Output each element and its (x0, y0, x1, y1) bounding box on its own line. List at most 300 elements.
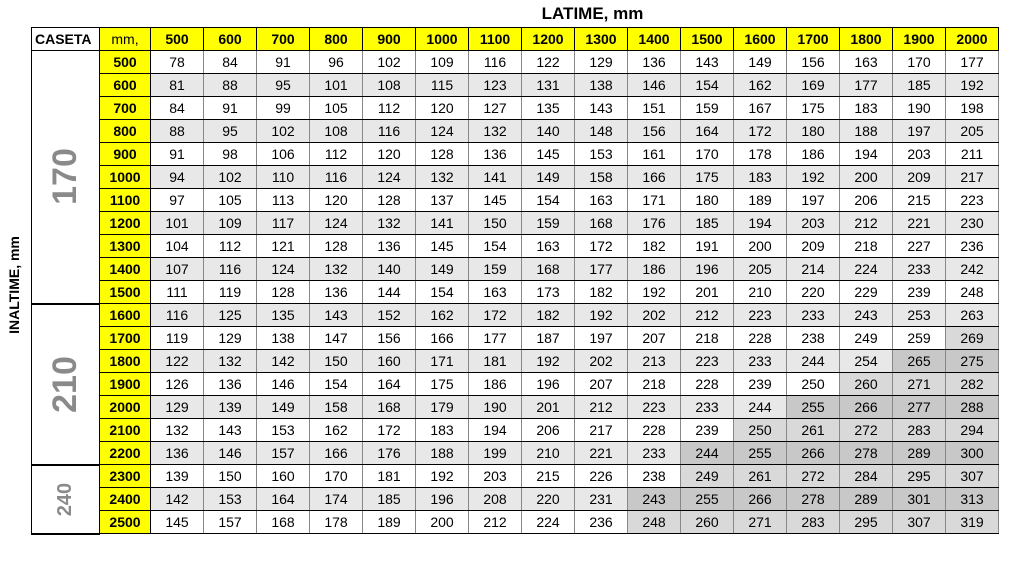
price-cell: 192 (628, 281, 681, 304)
price-cell: 210 (734, 281, 787, 304)
price-cell: 88 (151, 120, 204, 143)
caseta-group-170 (32, 51, 100, 304)
price-cell: 255 (681, 488, 734, 511)
price-cell: 142 (151, 488, 204, 511)
price-cell: 166 (416, 327, 469, 350)
price-cell: 136 (151, 442, 204, 465)
price-cell: 139 (204, 396, 257, 419)
price-cell: 166 (628, 166, 681, 189)
price-cell: 78 (151, 51, 204, 74)
price-cell: 113 (257, 189, 310, 212)
price-cell: 140 (522, 120, 575, 143)
price-cell: 239 (893, 281, 946, 304)
price-cell: 157 (204, 511, 257, 534)
price-cell: 141 (416, 212, 469, 235)
price-cell: 172 (363, 419, 416, 442)
price-cell: 207 (628, 327, 681, 350)
price-cell: 230 (946, 212, 999, 235)
price-cell: 137 (416, 189, 469, 212)
price-cell: 116 (363, 120, 416, 143)
price-cell: 181 (363, 465, 416, 488)
price-cell: 220 (522, 488, 575, 511)
price-cell: 124 (416, 120, 469, 143)
price-cell: 189 (363, 511, 416, 534)
price-cell: 94 (151, 166, 204, 189)
price-cell: 159 (469, 258, 522, 281)
price-cell: 116 (204, 258, 257, 281)
price-cell: 236 (946, 235, 999, 258)
price-cell: 197 (893, 120, 946, 143)
table-row (32, 143, 999, 166)
price-cell: 129 (204, 327, 257, 350)
price-cell: 210 (522, 442, 575, 465)
column-header-1600: 1600 (734, 28, 787, 51)
table-row (32, 281, 999, 304)
price-cell: 319 (946, 511, 999, 534)
price-cell: 277 (893, 396, 946, 419)
price-cell: 239 (681, 419, 734, 442)
price-cell: 192 (946, 74, 999, 97)
price-cell: 132 (469, 120, 522, 143)
price-cell: 266 (840, 396, 893, 419)
column-header-1900: 1900 (893, 28, 946, 51)
price-cell: 266 (734, 488, 787, 511)
price-cell: 207 (575, 373, 628, 396)
price-cell: 212 (469, 511, 522, 534)
price-cell: 145 (469, 189, 522, 212)
price-cell: 152 (363, 304, 416, 327)
price-cell: 212 (575, 396, 628, 419)
price-cell: 128 (310, 235, 363, 258)
price-cell: 132 (204, 350, 257, 373)
price-cell: 176 (363, 442, 416, 465)
price-cell: 182 (522, 304, 575, 327)
price-cell: 96 (310, 51, 363, 74)
price-cell: 126 (151, 373, 204, 396)
price-cell: 132 (363, 212, 416, 235)
price-cell: 132 (416, 166, 469, 189)
price-cell: 81 (151, 74, 204, 97)
price-cell: 159 (522, 212, 575, 235)
price-cell: 132 (151, 419, 204, 442)
price-cell: 151 (628, 97, 681, 120)
price-cell: 178 (310, 511, 363, 534)
table-row (32, 350, 999, 373)
row-header-2400: 2400 (100, 488, 151, 511)
price-cell: 223 (681, 350, 734, 373)
row-header-1100: 1100 (100, 189, 151, 212)
price-cell: 171 (416, 350, 469, 373)
row-header-2100: 2100 (100, 419, 151, 442)
price-cell: 289 (840, 488, 893, 511)
table-row (32, 74, 999, 97)
price-cell: 127 (469, 97, 522, 120)
price-cell: 250 (787, 373, 840, 396)
price-cell: 168 (257, 511, 310, 534)
price-cell: 294 (946, 419, 999, 442)
column-header-1800: 1800 (840, 28, 893, 51)
price-cell: 211 (946, 143, 999, 166)
price-cell: 120 (363, 143, 416, 166)
price-cell: 122 (522, 51, 575, 74)
price-cell: 278 (787, 488, 840, 511)
table-row (32, 97, 999, 120)
price-cell: 154 (469, 235, 522, 258)
price-cell: 149 (734, 51, 787, 74)
price-cell: 148 (575, 120, 628, 143)
price-cell: 107 (151, 258, 204, 281)
price-cell: 109 (416, 51, 469, 74)
column-header-1000: 1000 (416, 28, 469, 51)
price-cell: 172 (734, 120, 787, 143)
price-cell: 145 (416, 235, 469, 258)
price-table (31, 27, 999, 535)
price-cell: 201 (681, 281, 734, 304)
price-cell: 228 (628, 419, 681, 442)
price-cell: 175 (787, 97, 840, 120)
table-row (32, 235, 999, 258)
price-cell: 307 (893, 511, 946, 534)
price-cell: 192 (787, 166, 840, 189)
price-cell: 158 (310, 396, 363, 419)
price-cell: 250 (734, 419, 787, 442)
price-cell: 233 (787, 304, 840, 327)
price-cell: 154 (416, 281, 469, 304)
price-cell: 261 (787, 419, 840, 442)
price-cell: 120 (310, 189, 363, 212)
price-cell: 116 (469, 51, 522, 74)
price-cell: 124 (257, 258, 310, 281)
row-header-1000: 1000 (100, 166, 151, 189)
price-cell: 212 (681, 304, 734, 327)
price-cell: 301 (893, 488, 946, 511)
price-cell: 163 (522, 235, 575, 258)
price-cell: 145 (522, 143, 575, 166)
row-header-1800: 1800 (100, 350, 151, 373)
price-cell: 131 (522, 74, 575, 97)
price-cell: 102 (363, 51, 416, 74)
price-cell: 167 (734, 97, 787, 120)
price-cell: 132 (310, 258, 363, 281)
price-cell: 117 (257, 212, 310, 235)
price-cell: 102 (204, 166, 257, 189)
column-header-1100: 1100 (469, 28, 522, 51)
price-cell: 313 (946, 488, 999, 511)
row-header-500: 500 (100, 51, 151, 74)
price-cell: 191 (681, 235, 734, 258)
price-cell: 144 (363, 281, 416, 304)
price-cell: 168 (363, 396, 416, 419)
price-cell: 190 (893, 97, 946, 120)
price-cell: 145 (151, 511, 204, 534)
price-cell: 174 (310, 488, 363, 511)
price-cell: 228 (734, 327, 787, 350)
price-cell: 157 (257, 442, 310, 465)
price-cell: 206 (840, 189, 893, 212)
price-cell: 283 (787, 511, 840, 534)
price-cell: 233 (628, 442, 681, 465)
price-cell: 112 (363, 97, 416, 120)
price-cell: 282 (946, 373, 999, 396)
row-header-900: 900 (100, 143, 151, 166)
price-cell: 213 (628, 350, 681, 373)
price-cell: 119 (204, 281, 257, 304)
price-cell: 138 (575, 74, 628, 97)
price-cell: 182 (575, 281, 628, 304)
price-cell: 172 (469, 304, 522, 327)
caseta-header: CASETA (32, 28, 100, 51)
price-cell: 156 (787, 51, 840, 74)
price-cell: 200 (416, 511, 469, 534)
price-cell: 168 (522, 258, 575, 281)
price-cell: 244 (681, 442, 734, 465)
price-cell: 108 (363, 74, 416, 97)
price-cell: 112 (204, 235, 257, 258)
price-cell: 269 (946, 327, 999, 350)
price-cell: 198 (946, 97, 999, 120)
table-row (32, 396, 999, 419)
price-cell: 102 (257, 120, 310, 143)
price-cell: 183 (416, 419, 469, 442)
price-cell: 187 (522, 327, 575, 350)
price-cell: 186 (787, 143, 840, 166)
price-cell: 122 (151, 350, 204, 373)
table-row (32, 327, 999, 350)
price-cell: 180 (681, 189, 734, 212)
price-cell: 180 (787, 120, 840, 143)
table-row (32, 212, 999, 235)
price-cell: 95 (204, 120, 257, 143)
price-cell: 164 (257, 488, 310, 511)
price-cell: 172 (575, 235, 628, 258)
price-cell: 97 (151, 189, 204, 212)
price-cell: 160 (363, 350, 416, 373)
table-row (32, 189, 999, 212)
table-row (32, 51, 999, 74)
table-row (32, 442, 999, 465)
price-cell: 175 (416, 373, 469, 396)
row-header-2500: 2500 (100, 511, 151, 534)
price-cell: 255 (787, 396, 840, 419)
column-header-1200: 1200 (522, 28, 575, 51)
price-cell: 192 (416, 465, 469, 488)
table-row (32, 488, 999, 511)
price-cell: 185 (363, 488, 416, 511)
table-row (32, 304, 999, 327)
price-cell: 170 (681, 143, 734, 166)
price-cell: 164 (681, 120, 734, 143)
row-header-1900: 1900 (100, 373, 151, 396)
price-cell: 239 (734, 373, 787, 396)
price-cell: 188 (840, 120, 893, 143)
price-cell: 233 (734, 350, 787, 373)
row-header-1700: 1700 (100, 327, 151, 350)
price-cell: 185 (681, 212, 734, 235)
price-cell: 159 (681, 97, 734, 120)
price-cell: 186 (469, 373, 522, 396)
price-cell: 171 (628, 189, 681, 212)
price-cell: 124 (363, 166, 416, 189)
price-cell: 162 (416, 304, 469, 327)
row-header-2200: 2200 (100, 442, 151, 465)
price-cell: 115 (416, 74, 469, 97)
price-cell: 162 (734, 74, 787, 97)
price-cell: 168 (575, 212, 628, 235)
price-cell: 106 (257, 143, 310, 166)
price-cell: 105 (204, 189, 257, 212)
price-cell: 233 (893, 258, 946, 281)
price-cell: 158 (575, 166, 628, 189)
price-cell: 220 (787, 281, 840, 304)
price-cell: 146 (628, 74, 681, 97)
price-cell: 215 (522, 465, 575, 488)
row-header-700: 700 (100, 97, 151, 120)
price-cell: 140 (363, 258, 416, 281)
price-cell: 192 (522, 350, 575, 373)
price-cell: 156 (628, 120, 681, 143)
price-cell: 125 (204, 304, 257, 327)
price-cell: 108 (310, 120, 363, 143)
price-cell: 203 (893, 143, 946, 166)
price-cell: 266 (787, 442, 840, 465)
price-cell: 128 (257, 281, 310, 304)
caseta-group-210 (32, 304, 100, 465)
price-cell: 196 (416, 488, 469, 511)
column-header-700: 700 (257, 28, 310, 51)
price-cell: 212 (840, 212, 893, 235)
column-header-900: 900 (363, 28, 416, 51)
price-cell: 223 (628, 396, 681, 419)
price-cell: 161 (628, 143, 681, 166)
price-cell: 229 (840, 281, 893, 304)
table-row (32, 419, 999, 442)
price-cell: 217 (946, 166, 999, 189)
price-cell: 170 (310, 465, 363, 488)
price-cell: 143 (681, 51, 734, 74)
price-cell: 208 (469, 488, 522, 511)
price-cell: 214 (787, 258, 840, 281)
price-cell: 149 (416, 258, 469, 281)
price-cell: 265 (893, 350, 946, 373)
price-cell: 255 (734, 442, 787, 465)
price-cell: 199 (469, 442, 522, 465)
header-row (32, 28, 999, 51)
caseta-label: 210 (45, 355, 84, 413)
price-cell: 186 (628, 258, 681, 281)
price-cell: 98 (204, 143, 257, 166)
price-cell: 183 (840, 97, 893, 120)
price-cell: 260 (840, 373, 893, 396)
price-cell: 136 (310, 281, 363, 304)
price-cell: 218 (840, 235, 893, 258)
price-cell: 177 (840, 74, 893, 97)
price-cell: 272 (787, 465, 840, 488)
price-cell: 179 (416, 396, 469, 419)
price-cell: 254 (840, 350, 893, 373)
price-cell: 221 (575, 442, 628, 465)
price-cell: 136 (628, 51, 681, 74)
price-cell: 181 (469, 350, 522, 373)
price-cell: 116 (151, 304, 204, 327)
price-cell: 233 (681, 396, 734, 419)
price-cell: 190 (469, 396, 522, 419)
price-cell: 177 (575, 258, 628, 281)
price-cell: 111 (151, 281, 204, 304)
price-cell: 178 (734, 143, 787, 166)
price-cell: 170 (893, 51, 946, 74)
caseta-label: 240 (54, 482, 76, 516)
price-cell: 307 (946, 465, 999, 488)
row-header-1400: 1400 (100, 258, 151, 281)
price-cell: 205 (946, 120, 999, 143)
price-cell: 146 (257, 373, 310, 396)
price-cell: 138 (257, 327, 310, 350)
price-cell: 202 (628, 304, 681, 327)
height-axis-title (2, 236, 26, 334)
price-cell: 248 (946, 281, 999, 304)
price-cell: 248 (628, 511, 681, 534)
price-cell: 169 (787, 74, 840, 97)
price-cell: 260 (681, 511, 734, 534)
width-axis-title: LATIME, mm (541, 4, 644, 23)
price-cell: 104 (151, 235, 204, 258)
caseta-group-240 (32, 465, 100, 534)
price-cell: 223 (734, 304, 787, 327)
price-cell: 196 (522, 373, 575, 396)
row-header-1600: 1600 (100, 304, 151, 327)
price-cell: 275 (946, 350, 999, 373)
price-cell: 147 (310, 327, 363, 350)
price-cell: 263 (946, 304, 999, 327)
price-cell: 149 (522, 166, 575, 189)
price-cell: 243 (628, 488, 681, 511)
table-row (32, 258, 999, 281)
column-header-500: 500 (151, 28, 204, 51)
price-cell: 91 (257, 51, 310, 74)
price-cell: 95 (257, 74, 310, 97)
price-cell: 163 (469, 281, 522, 304)
price-cell: 218 (628, 373, 681, 396)
price-cell: 242 (946, 258, 999, 281)
price-cell: 192 (575, 304, 628, 327)
price-cell: 283 (893, 419, 946, 442)
price-cell: 259 (893, 327, 946, 350)
price-cell: 201 (522, 396, 575, 419)
price-cell: 209 (787, 235, 840, 258)
price-cell: 217 (575, 419, 628, 442)
price-cell: 188 (416, 442, 469, 465)
row-header-2300: 2300 (100, 465, 151, 488)
price-cell: 84 (151, 97, 204, 120)
price-cell: 197 (575, 327, 628, 350)
price-cell: 224 (840, 258, 893, 281)
price-cell: 272 (840, 419, 893, 442)
price-cell: 135 (257, 304, 310, 327)
price-cell: 139 (151, 465, 204, 488)
price-cell: 236 (575, 511, 628, 534)
price-cell: 129 (151, 396, 204, 419)
price-cell: 173 (522, 281, 575, 304)
price-cell: 128 (416, 143, 469, 166)
price-cell: 253 (893, 304, 946, 327)
price-cell: 295 (893, 465, 946, 488)
price-cell: 119 (151, 327, 204, 350)
price-cell: 288 (946, 396, 999, 419)
price-cell: 177 (469, 327, 522, 350)
price-cell: 156 (363, 327, 416, 350)
table-body (32, 51, 999, 534)
price-cell: 150 (469, 212, 522, 235)
